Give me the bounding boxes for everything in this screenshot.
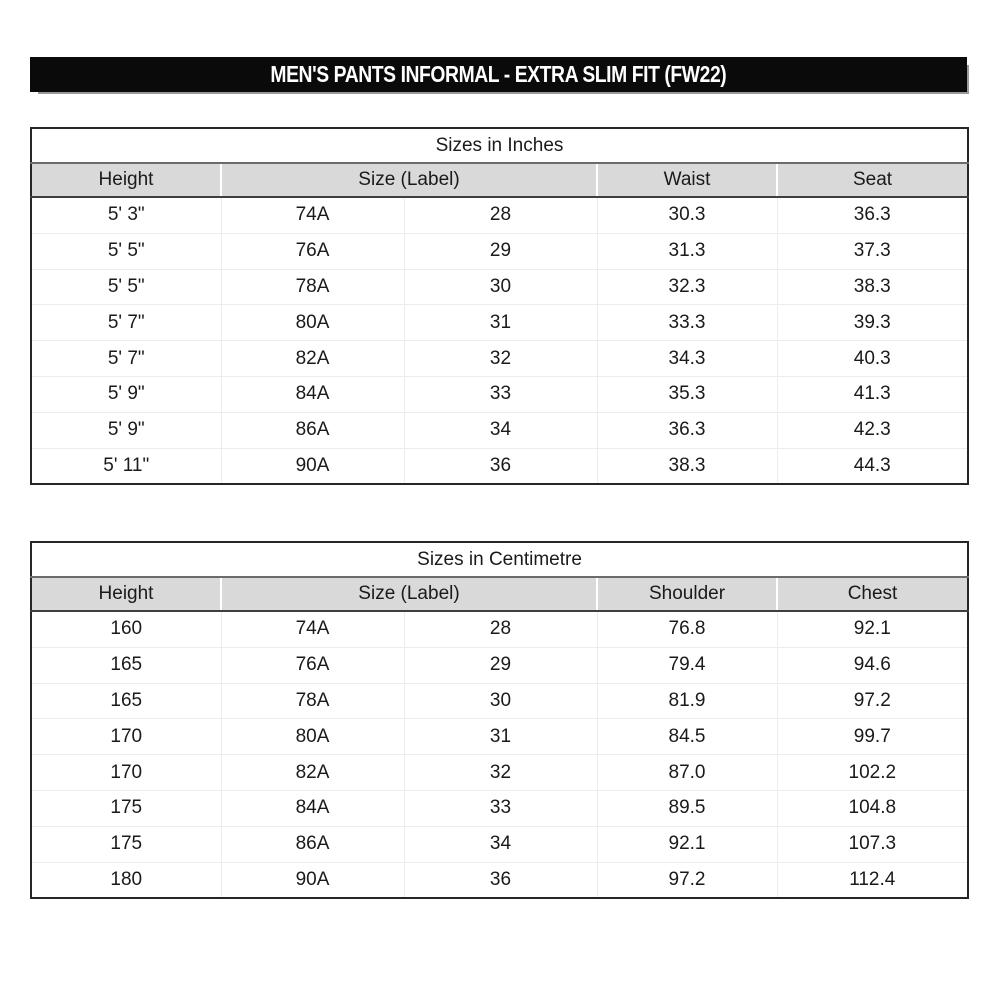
table-cell: 34 bbox=[404, 826, 597, 862]
table-caption-row bbox=[31, 128, 968, 163]
table-cell: 81.9 bbox=[597, 683, 777, 719]
table-cell: 84A bbox=[221, 790, 404, 826]
table-cell: 5' 3" bbox=[31, 197, 221, 233]
table-row bbox=[31, 341, 968, 377]
table-header-row bbox=[31, 163, 968, 197]
column-header-size-label: Size (Label) bbox=[221, 163, 597, 197]
table-cell: 90A bbox=[221, 862, 404, 898]
table-cell: 86A bbox=[221, 826, 404, 862]
table-row bbox=[31, 647, 968, 683]
table-row bbox=[31, 269, 968, 305]
table-cell: 29 bbox=[404, 647, 597, 683]
table-cell: 34 bbox=[404, 412, 597, 448]
table-cell: 5' 7" bbox=[31, 341, 221, 377]
table-cell: 36.3 bbox=[597, 412, 777, 448]
table-cell: 76A bbox=[221, 647, 404, 683]
table-cell: 80A bbox=[221, 305, 404, 341]
inches-table bbox=[30, 127, 969, 485]
table-cell: 40.3 bbox=[777, 341, 968, 377]
table-cell: 5' 11" bbox=[31, 448, 221, 484]
column-header-shoulder: Shoulder bbox=[597, 577, 777, 611]
table-cell: 92.1 bbox=[777, 611, 968, 647]
table-cell: 90A bbox=[221, 448, 404, 484]
table-cell: 92.1 bbox=[597, 826, 777, 862]
table-cell: 28 bbox=[404, 197, 597, 233]
title-text: MEN'S PANTS INFORMAL - EXTRA SLIM FIT (FW22) bbox=[270, 61, 727, 87]
table-cell: 44.3 bbox=[777, 448, 968, 484]
column-header-size-label: Size (Label) bbox=[221, 577, 597, 611]
table-cell: 97.2 bbox=[777, 683, 968, 719]
table-cell: 165 bbox=[31, 647, 221, 683]
inches-table-body bbox=[31, 197, 968, 484]
table-cell: 86A bbox=[221, 412, 404, 448]
table-cell: 84.5 bbox=[597, 719, 777, 755]
table-cell: 41.3 bbox=[777, 376, 968, 412]
inches-table-section bbox=[30, 127, 967, 485]
table-header-row bbox=[31, 577, 968, 611]
column-header-waist: Waist bbox=[597, 163, 777, 197]
table-row bbox=[31, 448, 968, 484]
table-cell: 5' 5" bbox=[31, 269, 221, 305]
table-caption-row bbox=[31, 542, 968, 577]
table-row bbox=[31, 305, 968, 341]
table-cell: 31.3 bbox=[597, 233, 777, 269]
column-header-height: Height bbox=[31, 163, 221, 197]
table-cell: 5' 9" bbox=[31, 412, 221, 448]
table-cell: 33 bbox=[404, 790, 597, 826]
table-cell: 38.3 bbox=[777, 269, 968, 305]
table-cell: 36 bbox=[404, 448, 597, 484]
table-cell: 37.3 bbox=[777, 233, 968, 269]
table-cell: 94.6 bbox=[777, 647, 968, 683]
table-cell: 112.4 bbox=[777, 862, 968, 898]
table-cell: 33.3 bbox=[597, 305, 777, 341]
table-cell: 31 bbox=[404, 719, 597, 755]
table-cell: 180 bbox=[31, 862, 221, 898]
table-cell: 82A bbox=[221, 341, 404, 377]
table-row bbox=[31, 719, 968, 755]
table-cell: 28 bbox=[404, 611, 597, 647]
table-cell: 38.3 bbox=[597, 448, 777, 484]
table-cell: 107.3 bbox=[777, 826, 968, 862]
table-row bbox=[31, 683, 968, 719]
table-cell: 170 bbox=[31, 755, 221, 791]
table-row bbox=[31, 862, 968, 898]
table-row bbox=[31, 826, 968, 862]
table-cell: 35.3 bbox=[597, 376, 777, 412]
table-cell: 79.4 bbox=[597, 647, 777, 683]
table-cell: 30.3 bbox=[597, 197, 777, 233]
table-cell: 32 bbox=[404, 755, 597, 791]
table-cell: 80A bbox=[221, 719, 404, 755]
table-row bbox=[31, 233, 968, 269]
table-cell: 74A bbox=[221, 197, 404, 233]
table-cell: 36 bbox=[404, 862, 597, 898]
table-caption: Sizes in Centimetre bbox=[31, 542, 968, 577]
table-cell: 32 bbox=[404, 341, 597, 377]
table-caption: Sizes in Inches bbox=[31, 128, 968, 163]
table-cell: 33 bbox=[404, 376, 597, 412]
table-cell: 32.3 bbox=[597, 269, 777, 305]
table-row bbox=[31, 197, 968, 233]
table-cell: 30 bbox=[404, 269, 597, 305]
column-header-chest: Chest bbox=[777, 577, 968, 611]
table-cell: 76.8 bbox=[597, 611, 777, 647]
centimetre-table-body bbox=[31, 611, 968, 898]
table-cell: 175 bbox=[31, 790, 221, 826]
table-row bbox=[31, 611, 968, 647]
table-cell: 31 bbox=[404, 305, 597, 341]
table-cell: 76A bbox=[221, 233, 404, 269]
table-cell: 34.3 bbox=[597, 341, 777, 377]
table-cell: 29 bbox=[404, 233, 597, 269]
column-header-seat: Seat bbox=[777, 163, 968, 197]
table-row bbox=[31, 376, 968, 412]
table-cell: 97.2 bbox=[597, 862, 777, 898]
table-cell: 5' 5" bbox=[31, 233, 221, 269]
table-cell: 5' 7" bbox=[31, 305, 221, 341]
table-row bbox=[31, 790, 968, 826]
column-header-height: Height bbox=[31, 577, 221, 611]
centimetre-table-section bbox=[30, 541, 967, 899]
table-cell: 102.2 bbox=[777, 755, 968, 791]
table-cell: 5' 9" bbox=[31, 376, 221, 412]
table-cell: 170 bbox=[31, 719, 221, 755]
table-cell: 175 bbox=[31, 826, 221, 862]
table-cell: 165 bbox=[31, 683, 221, 719]
centimetre-table bbox=[30, 541, 969, 899]
table-cell: 89.5 bbox=[597, 790, 777, 826]
table-cell: 78A bbox=[221, 683, 404, 719]
table-cell: 39.3 bbox=[777, 305, 968, 341]
title-banner bbox=[30, 57, 967, 92]
table-cell: 42.3 bbox=[777, 412, 968, 448]
table-cell: 36.3 bbox=[777, 197, 968, 233]
table-cell: 78A bbox=[221, 269, 404, 305]
table-row bbox=[31, 412, 968, 448]
table-row bbox=[31, 755, 968, 791]
table-cell: 104.8 bbox=[777, 790, 968, 826]
table-cell: 74A bbox=[221, 611, 404, 647]
table-cell: 99.7 bbox=[777, 719, 968, 755]
table-cell: 84A bbox=[221, 376, 404, 412]
table-cell: 30 bbox=[404, 683, 597, 719]
table-cell: 87.0 bbox=[597, 755, 777, 791]
table-cell: 160 bbox=[31, 611, 221, 647]
table-cell: 82A bbox=[221, 755, 404, 791]
